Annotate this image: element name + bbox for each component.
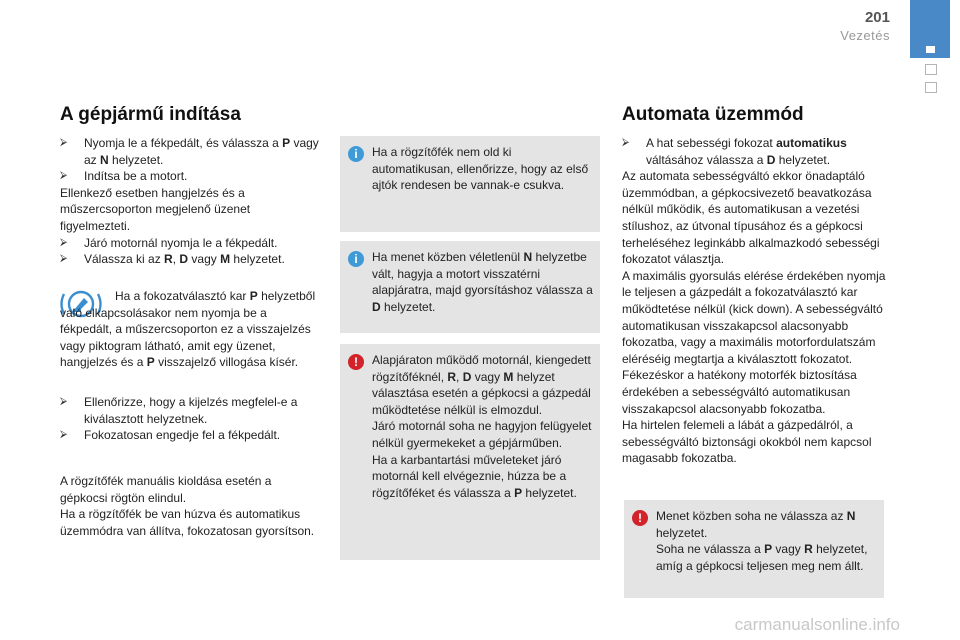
paragraph: Az automata sebességváltó ekkor önadaptáló üzemmódban, a gépkocsivezető beavatkozása nélkül működik, és automatikusan a vezetési stílushoz, az útvonal típusához és a gépkocsi terheléséhez leginkább alkalmazkodó sebességi fokozatot választja. A maximális gyorsulás elérése érdekében nyomja le teljesen a gázpedált a fokozatválasztó kar működtetése nélkül (kick down). A sebességváltó automatikusan visszakapcsol alacsonyabb fokozatba, vagy a maximális motorfordulatszám eléréséig megtartja a kiválasztott fokozatot. Fékezéskor a hatékony motorfék biztosítása érdekében a sebességváltó automatikusan visszakapcsol alacsonyabb fokozatba. Ha hirtelen felemeli a lábát a gázpedálról, a sebességváltó biztonsági okokból nem kapcsol magasabb fokozatba. [622,169,886,466]
arrow-bullet-icon: ⮚ [60,236,68,248]
paragraph: A rögzítőfék manuális kioldása esetén a gépkocsi rögtön elindul. Ha a rögzítőfék be van húzva és automatikus üzemmódra van állítva, fokozatosan gyorsítson. [60,474,315,538]
arrow-bullet-icon: ⮚ [60,429,68,441]
info-icon: i [348,146,364,162]
bullet-text: Indítsa be a motort. [84,169,188,184]
info-icon: i [348,251,364,267]
warning-text: Alapjáraton működő motornál, kiengedett rögzítőféknél, R, D vagy M helyzet választása esetén a gépkocsi a gázpedál működtetése nélkül is elmozdul. Járó motornál soha ne hagyjon felügyelet nélkül gyermekeket a gépjárműben. Ha a karbantartási műveleteket járó motornál kell elvégeznie, húzza be a rögzítőféket és válassza a P helyzetet. [372,353,592,500]
warning-icon: ! [348,354,364,370]
bullet-text: Válassza ki az R, D vagy M helyzetet. [84,252,285,267]
left-section-title: A gépjármű indítása [60,104,241,125]
right-section-title: Automata üzemmód [622,104,804,125]
bullet-text: Nyomja le a fékpedált, és válassza a P vagy az N helyzetet. [84,136,319,167]
info-box-parking-brake [340,136,600,232]
left-icon-note [60,288,322,371]
section-name: Vezetés [840,28,890,43]
left-block-1 [60,135,322,268]
arrow-bullet-icon: ⮚ [60,137,68,148]
arrow-bullet-icon: ⮚ [60,253,68,265]
chapter-tab-active[interactable] [910,0,950,58]
right-body [622,135,886,467]
chapter-tab-box[interactable] [925,64,937,75]
bullet-item [60,135,322,168]
bullet-text: A hat sebességi fokozat automatikus váltásához válassza a D helyzetet. [646,136,847,167]
bullet-item [622,135,886,168]
arrow-bullet-icon: ⮚ [60,396,68,407]
info-text: Ha menet közben véletlenül N helyzetbe vált, hagyja a motort visszatérni alapjáratra, majd gyorsításhoz válassza a D helyzetet. [372,250,593,314]
info-text: Ha a rögzítőfék nem old ki automatikusan, ellenőrizze, hogy az első ajtók rendesen be vannak-e csukva. [372,145,589,193]
bullet-text: Járó motornál nyomja le a fékpedált. [84,235,278,250]
arrow-bullet-icon: ⮚ [60,170,68,182]
page-number: 201 [864,9,890,26]
paragraph: Ellenkező esetben hangjelzés és a műszercsoporton megjelenő üzenet figyelmezteti. [60,185,251,233]
icon-note-text: Ha a fokozatválasztó kar P helyzetből való elkapcsolásakor nem nyomja be a fékpedált, a műszercsoporton ez a visszajelzés vagy piktogram látható, amit egy üzenet, hangjelzés és a P visszajelző villogása kísér. [60,289,316,370]
left-block-2 [60,394,322,444]
bullet-item [60,168,322,185]
square-icon [926,46,935,53]
bullet-item [60,251,322,268]
warning-box-idle [340,344,600,560]
left-block-3 [60,473,322,539]
bullet-text: Fokozatosan engedje fel a fékpedált. [84,428,281,443]
info-box-neutral [340,241,600,333]
bullet-item [60,394,322,427]
watermark: carmanualsonline.info [734,615,900,634]
arrow-bullet-icon: ⮚ [622,137,630,148]
bullet-item [60,427,322,444]
bullet-text: Ellenőrizze, hogy a kijelzés megfelel-e a kiválasztott helyzetnek. [84,395,298,426]
warning-icon: ! [632,510,648,526]
bullet-item [60,235,322,252]
warning-text: Menet közben soha ne válassza az N helyzetet. Soha ne válassza a P vagy R helyzetet, amíg a gépkocsi teljesen meg nem állt. [656,509,868,573]
warning-box-neutral-park [624,500,884,598]
chapter-tab-box[interactable] [925,82,937,93]
